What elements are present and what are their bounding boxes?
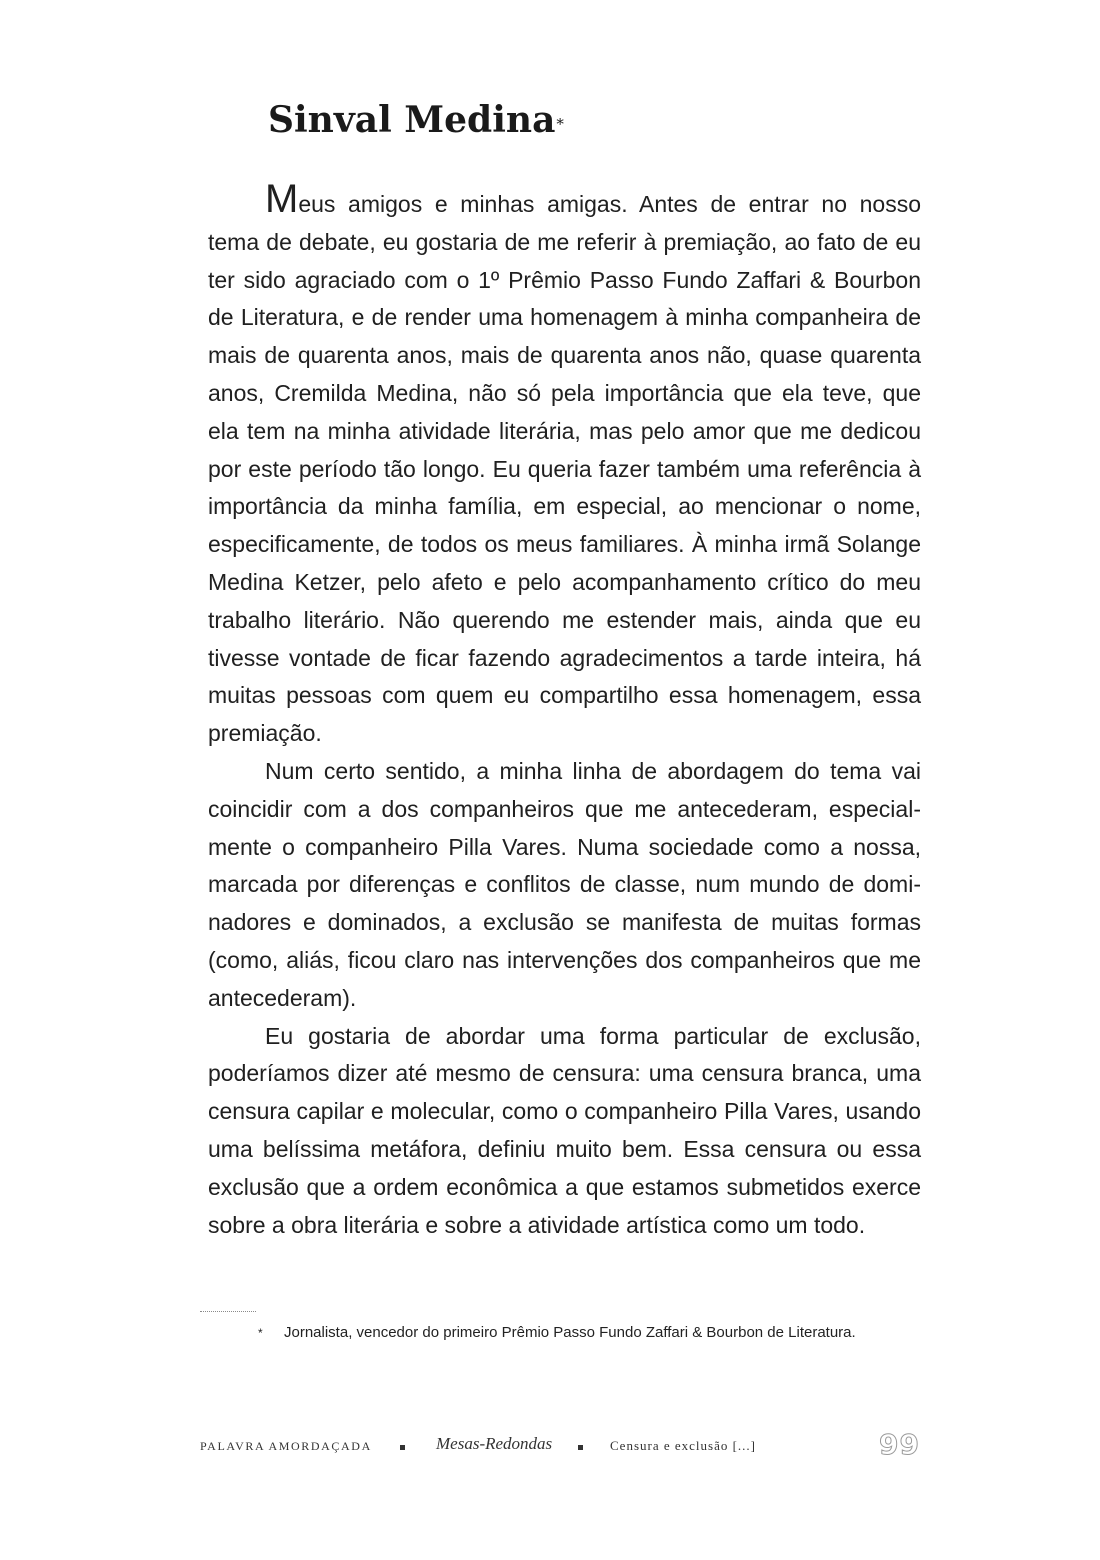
body-text	[208, 177, 921, 1244]
section-name: Mesas-Redondas	[436, 1434, 553, 1453]
footnote-separator	[200, 1311, 256, 1312]
paragraph-3: Eu gostaria de abordar uma forma particular de exclusão, poderíamos dizer até mesmo de censura: uma censura branca, uma censura capilar e molecular, como o companheiro Pilla Vares, usando uma belíssima metáfora, definiu muito bem. Essa censura ou essa exclusão que a ordem econômica a que estamos submetidos exerce sobre a obra literária e sobre a atividade artística como um todo.	[208, 1022, 921, 1238]
running-footer	[200, 1428, 920, 1464]
footnote	[258, 1322, 923, 1344]
separator-bullet	[578, 1445, 583, 1450]
paragraph-1-text: eus amigos e minhas amigas. Antes de entrar no nosso tema de debate, eu gostaria de me referir à premiação, ao fato de eu ter sido agraciado com o 1º Prêmio Passo Fundo Zaffari & Bourbon de Literatura, e de render uma homenagem à minha companheira de mais de quarenta anos, mais de quarenta anos não, quase quarenta anos, Cremilda Medina, não só pela importância que ela teve, que ela tem na minha atividade literária, mas pelo amor que me dedicou por este período tão longo. Eu queria fazer também uma referência à importância da minha família, em especial, ao mencionar o nome, especificamente, de todos os meus familiares. À minha irmã Solange Medina Ketzer, pelo afeto e pelo acompanhamento crítico do meu trabalho literário. Não querendo me estender mais, ainda que eu tivesse vontade de ficar fazendo agradecimentos a tarde inteira, há muitas pessoas com quem eu compartilho essa homenagem, essa premiação.	[208, 191, 921, 747]
footnote-reference: *	[556, 115, 564, 133]
author-name: Sinval Medina	[268, 99, 556, 141]
paragraph-1	[208, 177, 921, 753]
book-title: PALAVRA AMORDAÇADA	[200, 1439, 372, 1453]
section-heading	[268, 96, 564, 144]
subsection-name: Censura e exclusão [...]	[610, 1438, 757, 1453]
paragraph-2: Num certo sentido, a minha linha de abordagem do tema vai coincidir com a dos companheiros que me antecederam, especialmente o companheiro Pilla Vares. Numa sociedade como a nossa, marcada por diferenças e conflitos de classe, num mundo de dominadores e dominados, a exclusão se manifesta de muitas formas (como, aliás, ficou claro nas intervenções dos companheiros que me antecederam).	[208, 757, 921, 1011]
separator-bullet	[400, 1445, 405, 1450]
footnote-text: Jornalista, vencedor do primeiro Prêmio Passo Fundo Zaffari & Bourbon de Literatura.	[284, 1324, 856, 1341]
footnote-mark: *	[258, 1326, 263, 1340]
page-number: 99	[879, 1428, 920, 1461]
drop-cap: M	[265, 177, 299, 221]
